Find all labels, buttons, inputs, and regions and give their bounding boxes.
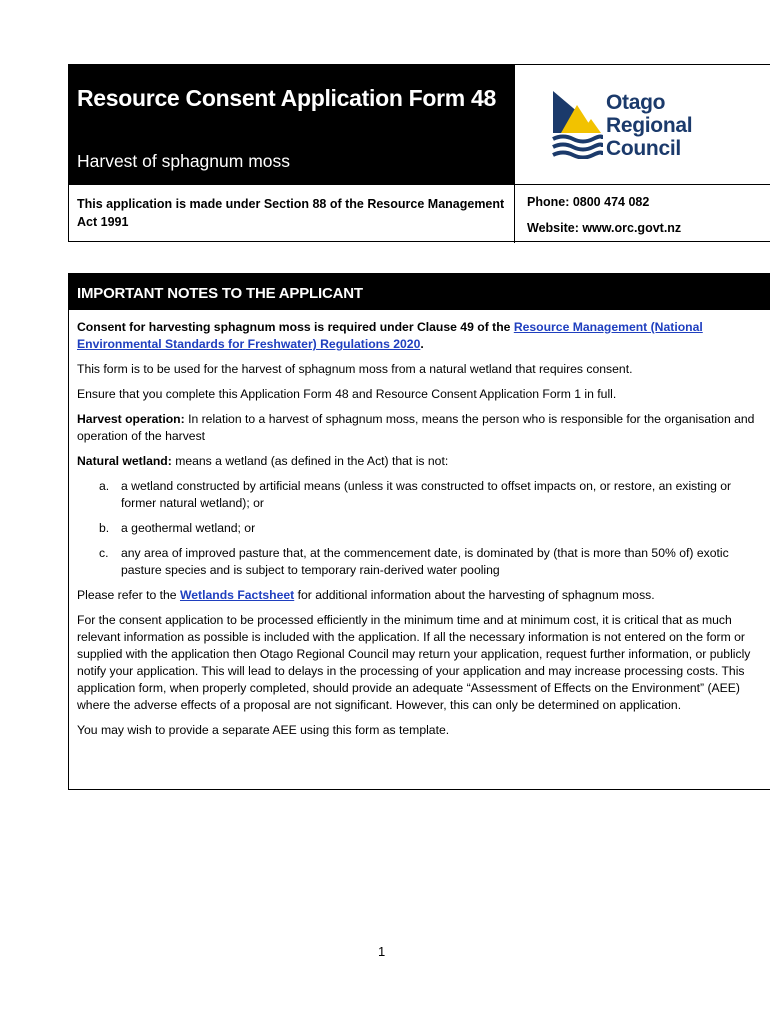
section-88-text: This application is made under Section 88 of the Resource Management Act 1991 bbox=[77, 197, 505, 229]
factsheet-reference bbox=[77, 587, 765, 604]
orc-logo-icon bbox=[551, 87, 603, 159]
wetland-text: means a wetland (as defined in the Act) that is not: bbox=[171, 454, 449, 468]
refer-prefix: Please refer to the bbox=[77, 588, 180, 602]
list-text: a geothermal wetland; or bbox=[121, 521, 256, 535]
notes-heading-bar bbox=[69, 274, 770, 310]
consent-prefix: Consent for harvesting sphagnum moss is required under Clause 49 of the bbox=[77, 320, 514, 334]
contact-cell bbox=[514, 185, 770, 243]
form-title: Resource Consent Application Form 48 bbox=[77, 85, 497, 111]
separate-aee-text: You may wish to provide a separate AEE using this form as template. bbox=[77, 723, 450, 737]
harvest-label: Harvest operation: bbox=[77, 412, 185, 426]
title-block bbox=[69, 65, 514, 184]
header-info-row bbox=[69, 184, 770, 242]
consent-requirement bbox=[77, 319, 765, 353]
page-number: 1 bbox=[378, 944, 386, 959]
phone-number: Phone: 0800 474 082 bbox=[527, 195, 650, 209]
wetland-label: Natural wetland: bbox=[77, 454, 172, 468]
consent-suffix: . bbox=[420, 337, 424, 351]
logo-cell bbox=[514, 65, 770, 184]
logo-line-2: Regional bbox=[606, 114, 693, 137]
wetlands-factsheet-link[interactable]: Wetlands Factsheet bbox=[179, 588, 295, 602]
notes-heading: IMPORTANT NOTES TO THE APPLICANT bbox=[77, 285, 363, 302]
list-item bbox=[77, 545, 765, 579]
form-use-text: This form is to be used for the harvest of sphagnum moss from a natural wetland that requires consent. bbox=[77, 362, 633, 376]
logo-line-1: Otago bbox=[606, 91, 666, 114]
website: Website: www.orc.govt.nz bbox=[527, 221, 682, 235]
important-notes-section bbox=[68, 273, 770, 790]
harvest-definition bbox=[77, 411, 765, 445]
list-item bbox=[77, 520, 765, 537]
list-item bbox=[77, 478, 765, 512]
wetland-definition bbox=[77, 453, 765, 470]
logo-line-3: Council bbox=[606, 137, 681, 160]
refer-suffix: for additional information about the harvesting of sphagnum moss. bbox=[294, 588, 655, 602]
list-text: a wetland constructed by artificial means (unless it was constructed to offset impacts on, or restore, an existing or former natural wetland); or bbox=[121, 479, 732, 510]
nes-freshwater-link[interactable]: Resource Management (National Environmental Standards for Freshwater) Regulations 2020 bbox=[77, 320, 703, 351]
list-marker: a. bbox=[99, 479, 110, 493]
list-text: any area of improved pasture that, at the commencement date, is dominated by (that is more than 50% of) exotic pasture species and is subject to temporary rain-derived water pooling bbox=[121, 546, 729, 577]
form-subtitle: Harvest of sphagnum moss bbox=[77, 151, 291, 171]
harvest-text: In relation to a harvest of sphagnum moss, means the person who is responsible for the organisation and operation of the harvest bbox=[77, 412, 755, 443]
form-header bbox=[68, 64, 770, 242]
list-marker: b. bbox=[99, 521, 110, 535]
logo-wordmark bbox=[606, 91, 692, 160]
processing-text: For the consent application to be processed efficiently in the minimum time and at minimum cost, it is critical that as much relevant information as possible is included with the application. If all the necessary information is not entered on the form or supplied with the application then Otago Regional Council may return your application, request further information, or publicly notify your application. This will lead to delays in the processing of your application and may increase processing costs. This application form, when properly completed, should provide an adequate “Assessment of Effects on the Environment” (AEE) where the adverse effects of a proposal are not significant. However, this can only be determined on application. bbox=[77, 613, 751, 712]
list-marker: c. bbox=[99, 546, 109, 560]
ensure-text: Ensure that you complete this Application Form 48 and Resource Consent Application Form 1 in full. bbox=[77, 387, 617, 401]
notes-body bbox=[77, 319, 765, 747]
